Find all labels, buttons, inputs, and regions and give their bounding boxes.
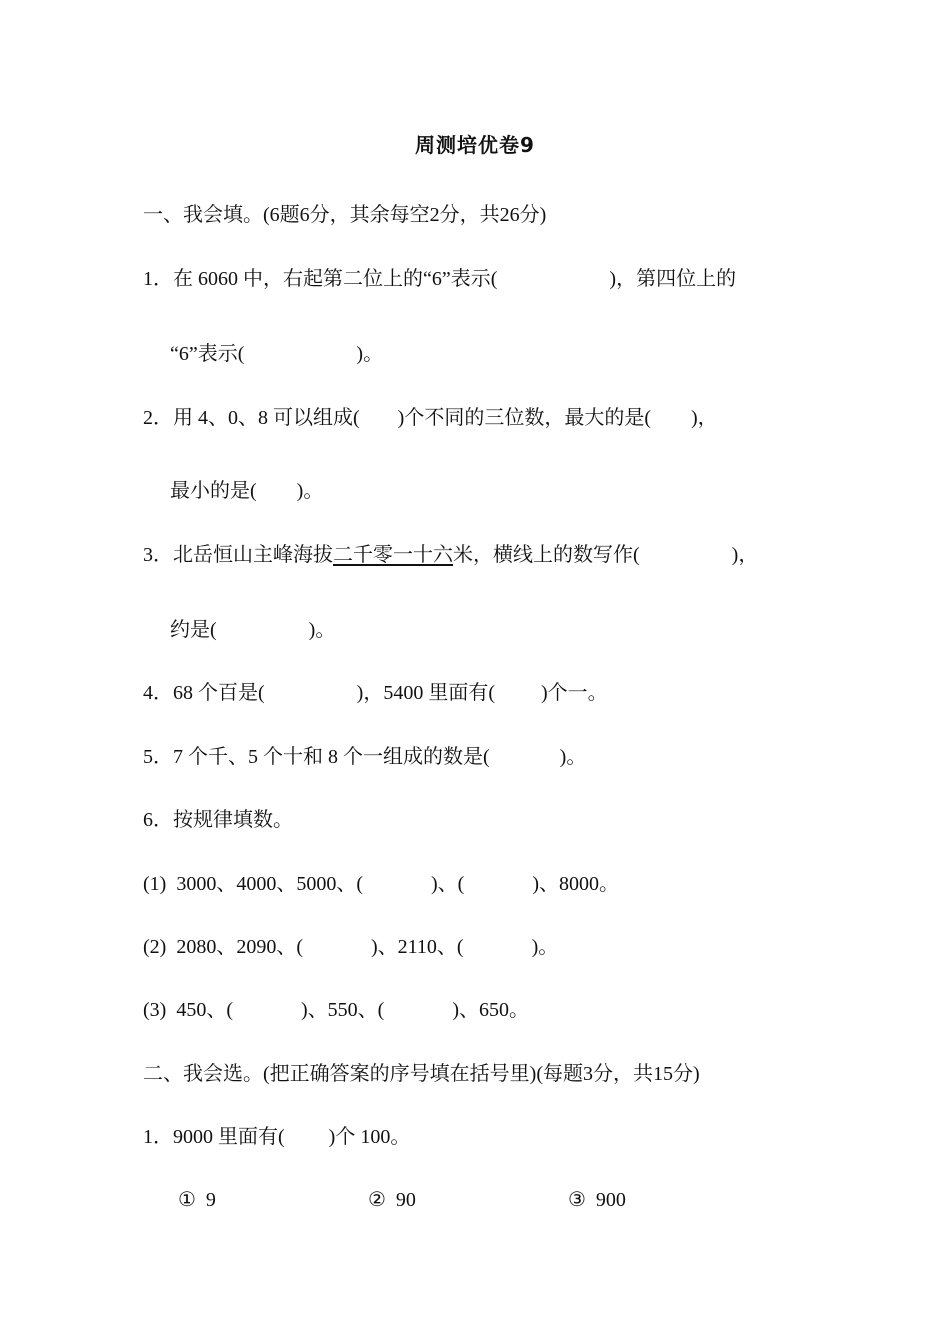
question-6-part1 (143, 872, 619, 896)
text: 5．7 个千、5 个十和 8 个一组成的数是( (143, 746, 490, 768)
underlined-number: 二千零一十六 (333, 544, 453, 566)
text: 1．在 6060 中，右起第二位上的“6”表示( (143, 268, 498, 290)
text: )、650。 (452, 999, 529, 1021)
text: )，5400 里面有( (356, 682, 495, 704)
text: 最小的是( (170, 480, 257, 502)
question-6-part2 (143, 935, 558, 959)
text: )。 (308, 619, 336, 641)
question-2-line1 (143, 406, 718, 430)
text: 4．68 个百是( (143, 682, 265, 704)
text: )、550、( (300, 999, 385, 1021)
text: )。 (531, 936, 559, 958)
question-1-line1 (143, 267, 736, 291)
option-1[interactable]: ① 9 (178, 1189, 216, 1211)
section1-heading: 一、我会填。(6题6分，其余每空2分，共26分) (143, 204, 547, 226)
text: )、( (430, 873, 465, 895)
text: 米，横线上的数写作( (453, 544, 640, 566)
text: )。 (356, 343, 384, 365)
question-6-stem: 6．按规律填数。 (143, 809, 293, 831)
section2-question-1 (143, 1125, 410, 1149)
text: )， (691, 407, 718, 429)
question-1-line2 (170, 342, 383, 366)
text: (2) 2080、2090、( (143, 936, 303, 958)
text: “6”表示( (170, 343, 245, 365)
text: (3) 450、( (143, 999, 233, 1021)
text: )， (731, 544, 759, 566)
text: 1．9000 里面有( (143, 1126, 285, 1148)
text: )个一。 (541, 682, 608, 704)
question-5 (143, 745, 586, 769)
text: )。 (559, 746, 587, 768)
question-3-line1 (143, 543, 758, 567)
question-3-line2 (170, 618, 335, 642)
text: )、2110、( (370, 936, 464, 958)
text: 约是( (170, 619, 217, 641)
text: 3．北岳恒山主峰海拔 (143, 544, 333, 566)
text: (1) 3000、4000、5000、( (143, 873, 363, 895)
question-4 (143, 681, 608, 705)
text: )、8000。 (532, 873, 619, 895)
option-3[interactable]: ③ 900 (568, 1189, 626, 1211)
question-2-line2 (170, 479, 323, 503)
text: )个 100。 (328, 1126, 411, 1148)
page-title: 周测培优卷9 (415, 133, 535, 157)
text: )，第四位上的 (609, 268, 737, 290)
question-6-part3 (143, 998, 529, 1022)
section2-heading: 二、我会选。(把正确答案的序号填在括号里)(每题3分，共15分) (143, 1063, 700, 1085)
option-2[interactable]: ② 90 (368, 1189, 416, 1211)
text: )。 (296, 480, 324, 502)
text: 2．用 4、0、8 可以组成( (143, 407, 360, 429)
text: )个不同的三位数，最大的是( (397, 407, 651, 429)
